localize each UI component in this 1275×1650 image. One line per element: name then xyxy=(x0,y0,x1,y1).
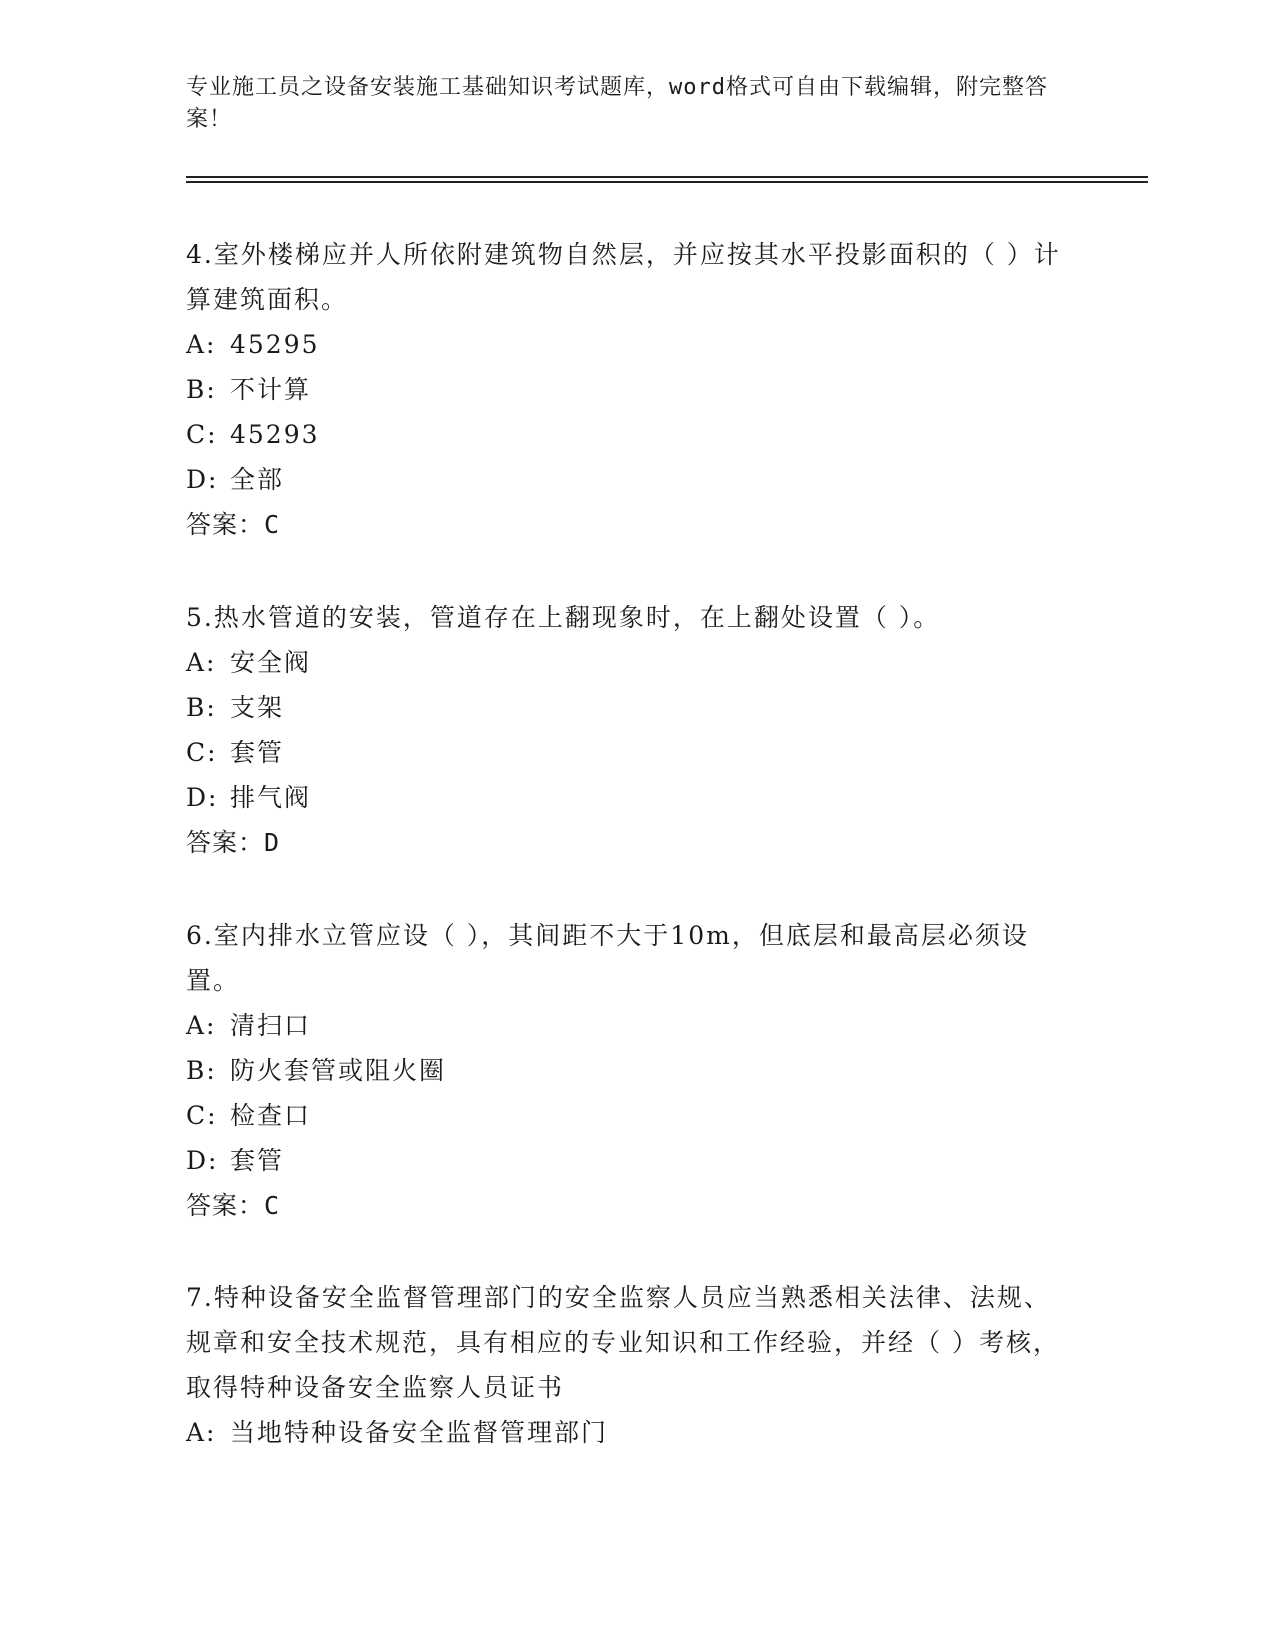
option-d xyxy=(186,457,1066,502)
option-letter: A: xyxy=(186,1011,217,1040)
option-letter: B: xyxy=(186,693,217,722)
option-text: 安全阀 xyxy=(230,648,312,677)
option-letter: B: xyxy=(186,375,217,404)
option-text: 防火套管或阻火圈 xyxy=(230,1056,447,1085)
option-text: 排气阀 xyxy=(230,783,312,812)
option-a xyxy=(186,322,1066,367)
option-b xyxy=(186,367,1066,412)
option-a xyxy=(186,1410,1066,1455)
question-stem: 7.特种设备安全监督管理部门的安全监察人员应当熟悉相关法律、法规、规章和安全技术规范，具有相应的专业知识和工作经验，并经（ ）考核，取得特种设备安全监察人员证书 xyxy=(186,1283,1060,1402)
option-text: 不计算 xyxy=(230,375,312,404)
option-letter: A: xyxy=(186,330,217,359)
option-letter: D: xyxy=(186,1146,219,1175)
answer-line: 答案：D xyxy=(186,828,281,857)
option-b xyxy=(186,1048,1066,1093)
option-letter: C: xyxy=(186,1101,218,1130)
option-text: 全部 xyxy=(230,465,285,494)
option-text: 45293 xyxy=(230,420,320,449)
document-header: 专业施工员之设备安装施工基础知识考试题库，word格式可自由下载编辑，附完整答案！ xyxy=(186,75,1048,132)
option-c xyxy=(186,1093,1066,1138)
option-a xyxy=(186,640,1066,685)
question-5 xyxy=(186,595,1066,865)
option-d xyxy=(186,775,1066,820)
question-stem: 5.热水管道的安装，管道存在上翻现象时，在上翻处设置（ ）。 xyxy=(186,603,941,632)
question-7 xyxy=(186,1275,1066,1455)
option-letter: A: xyxy=(186,1418,217,1447)
option-c xyxy=(186,730,1066,775)
option-letter: B: xyxy=(186,1056,217,1085)
option-a xyxy=(186,1003,1066,1048)
option-d xyxy=(186,1138,1066,1183)
answer-line: 答案：C xyxy=(186,1191,281,1220)
option-text: 45295 xyxy=(230,330,320,359)
option-letter: C: xyxy=(186,420,218,449)
header-divider-top xyxy=(186,176,1148,178)
option-text: 清扫口 xyxy=(230,1011,312,1040)
answer-line: 答案：C xyxy=(186,510,281,539)
option-text: 套管 xyxy=(230,1146,285,1175)
option-letter: A: xyxy=(186,648,217,677)
option-text: 支架 xyxy=(230,693,285,722)
option-letter: C: xyxy=(186,738,218,767)
option-c xyxy=(186,412,1066,457)
option-text: 套管 xyxy=(230,738,285,767)
option-b xyxy=(186,685,1066,730)
option-text: 当地特种设备安全监督管理部门 xyxy=(230,1418,609,1447)
question-stem: 6.室内排水立管应设（ ），其间距不大于10m，但底层和最高层必须设置。 xyxy=(186,921,1029,995)
option-letter: D: xyxy=(186,465,219,494)
header-divider-bottom xyxy=(186,181,1148,183)
question-4 xyxy=(186,232,1066,547)
question-6 xyxy=(186,913,1066,1228)
option-letter: D: xyxy=(186,783,219,812)
option-text: 检查口 xyxy=(230,1101,312,1130)
question-stem: 4.室外楼梯应并人所依附建筑物自然层，并应按其水平投影面积的（ ）计算建筑面积。 xyxy=(186,240,1061,314)
